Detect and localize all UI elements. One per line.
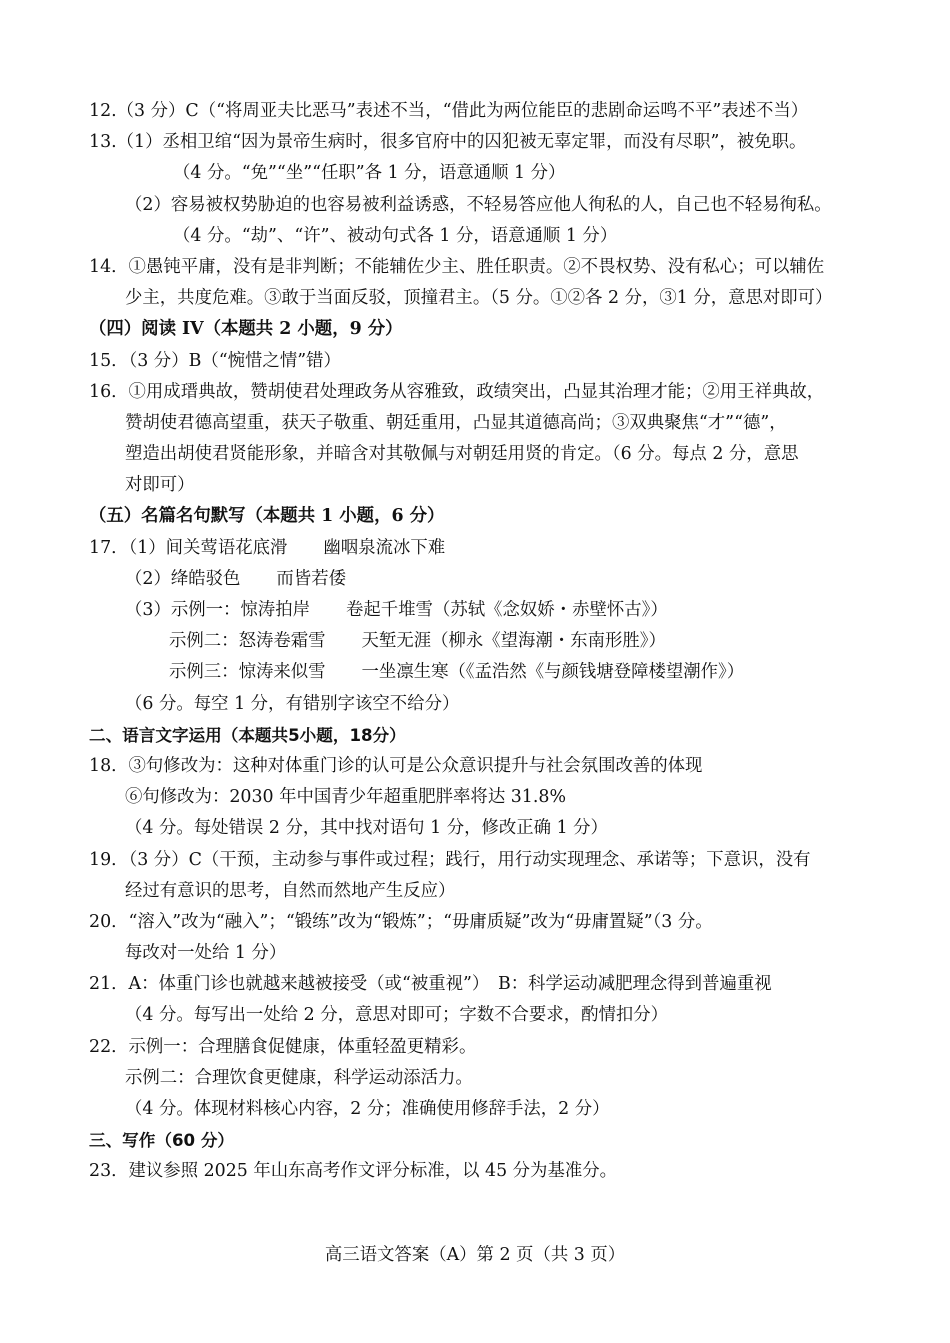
answer-q23: 23．建议参照 2025 年山东高考作文评分标准，以 45 分为基准分。	[89, 1161, 618, 1182]
section-5-header: （五）名篇名句默写（本题共 1 小题，6 分）	[89, 506, 445, 527]
answer-q13-1-score: （4 分。“免”“坐”“任职”各 1 分，语意通顺 1 分）	[173, 163, 566, 184]
answer-q16-line3: 塑造出胡使君贤能形象，并暗含对其敬佩与对朝廷用贤的肯定。（6 分。每点 2 分，意思	[125, 444, 799, 465]
answer-q21-score: （4 分。每写出一处给 2 分，意思对即可；字数不合要求，酌情扣分）	[125, 1005, 669, 1026]
answer-q21-line1: 21．A：体重门诊也就越来越被接受（或“被重视”） B：科学运动减肥理念得到普遍重视	[89, 974, 772, 995]
answer-q17-ex3-b: 一坐凛生寒（《孟浩然《与颜钱塘登障楼望潮作》）	[361, 662, 745, 683]
answer-q17-1-b: 幽咽泉流冰下难	[323, 537, 446, 558]
answer-q17-ex2-b: 天堑无涯（柳永《望海潮・东南形胜》）	[361, 631, 666, 652]
section-4-header: （四）阅读 IV（本题共 2 小题，9 分）	[89, 319, 403, 340]
answer-q17-2-b: 而皆若倭	[276, 568, 346, 589]
answer-q13-1: 13.（1）丞相卫绾“因为景帝生病时，很多官府中的囚犯被无辜定罪，而没有尽职”，被免职。	[89, 132, 807, 153]
answer-q13-2-score: （4 分。“劫”、“许”、被动句式各 1 分，语意通顺 1 分）	[173, 225, 618, 246]
answer-q17-2-a: （2）绛皓驳色	[125, 568, 241, 589]
answer-q17-ex2-a: 示例二：怒涛卷霜雪	[169, 631, 326, 652]
answer-q16-line1: 16．①用成瑨典故，赞胡使君处理政务从容雅致，政绩突出，凸显其治理才能；②用王祥典故，	[89, 381, 825, 402]
answer-q17-1-a: 17．（1）间关莺语花底滑	[89, 537, 288, 558]
answer-q17-3	[89, 595, 873, 626]
answer-q20-line2: 每改对一处给 1 分）	[125, 943, 287, 964]
answer-q16-line4: 对即可）	[125, 475, 195, 496]
answer-key-page	[89, 96, 873, 1188]
answer-q17-example2	[89, 626, 873, 657]
answer-q12: 12.（3 分）C（“将周亚夫比恶马”表述不当，“借此为两位能臣的悲剧命运鸣不平”表述不当）	[89, 101, 809, 121]
answer-q17-example3	[89, 657, 873, 688]
answer-q19-line2: 经过有意识的思考，自然而然地产生反应）	[125, 880, 456, 901]
answer-q17-3-a: （3）示例一：惊涛拍岸	[125, 600, 310, 620]
answer-q22-score: （4 分。体现材料核心内容，2 分；准确使用修辞手法，2 分）	[125, 1099, 610, 1119]
answer-q17-2	[89, 564, 873, 595]
part-3-header: 三、写作（60 分）	[89, 1131, 235, 1151]
answer-q17-3-b: 卷起千堆雪（苏轼《念奴娇・赤壁怀古》）	[345, 600, 668, 620]
answer-q22-line1: 22．示例一：合理膳食促健康，体重轻盈更精彩。	[89, 1036, 477, 1057]
answer-q18-score: （4 分。每处错误 2 分，其中找对语句 1 分，修改正确 1 分）	[125, 818, 608, 839]
answer-q16-line2: 赞胡使君德高望重，获天子敬重、朝廷重用，凸显其道德高尚；③双典聚焦“才”“德”，	[125, 412, 787, 433]
answer-q14-line1: 14．①愚钝平庸，没有是非判断；不能辅佐少主、胜任职责。②不畏权势、没有私心；可以辅佐	[89, 256, 825, 277]
answer-q18-line2: ⑥句修改为：2030 年中国青少年超重肥胖率将达 31.8%	[125, 787, 566, 808]
answer-q22-line2: 示例二：合理饮食更健康，科学运动添活力。	[125, 1067, 473, 1088]
part-2-header: 二、语言文字运用（本题共5小题，18分）	[89, 725, 406, 745]
answer-q13-2: （2）容易被权势胁迫的也容易被利益诱惑，不轻易答应他人徇私的人，自己也不轻易徇私。	[125, 194, 832, 215]
answer-q19-line1: 19．（3 分）C（干预，主动参与事件或过程；践行，用行动实现理念、承诺等；下意识，没有	[89, 849, 811, 870]
answer-q15: 15．（3 分）B（“惋惜之情”错）	[89, 350, 341, 371]
answer-q14-line2: 少主，共度危难。③敢于当面反驳，顶撞君主。（5 分。①②各 2 分，③1 分，意思对即可）	[125, 288, 833, 309]
answer-q17-ex3-a: 示例三：惊涛来似雪	[169, 662, 326, 683]
answer-q17-score: （6 分。每空 1 分，有错别字该空不给分）	[125, 693, 460, 714]
page-footer: 高三语文答案（A）第 2 页（共 3 页）	[324, 1245, 626, 1265]
answer-q17-1	[89, 533, 873, 564]
answer-q18-line1: 18．③句修改为：这种对体重门诊的认可是公众意识提升与社会氛围改善的体现	[89, 755, 703, 776]
answer-q20-line1: 20．“溶入”改为“融入”；“锻练”改为“锻炼”；“毋庸质疑”改为“毋庸置疑”（3 分。	[89, 911, 713, 932]
